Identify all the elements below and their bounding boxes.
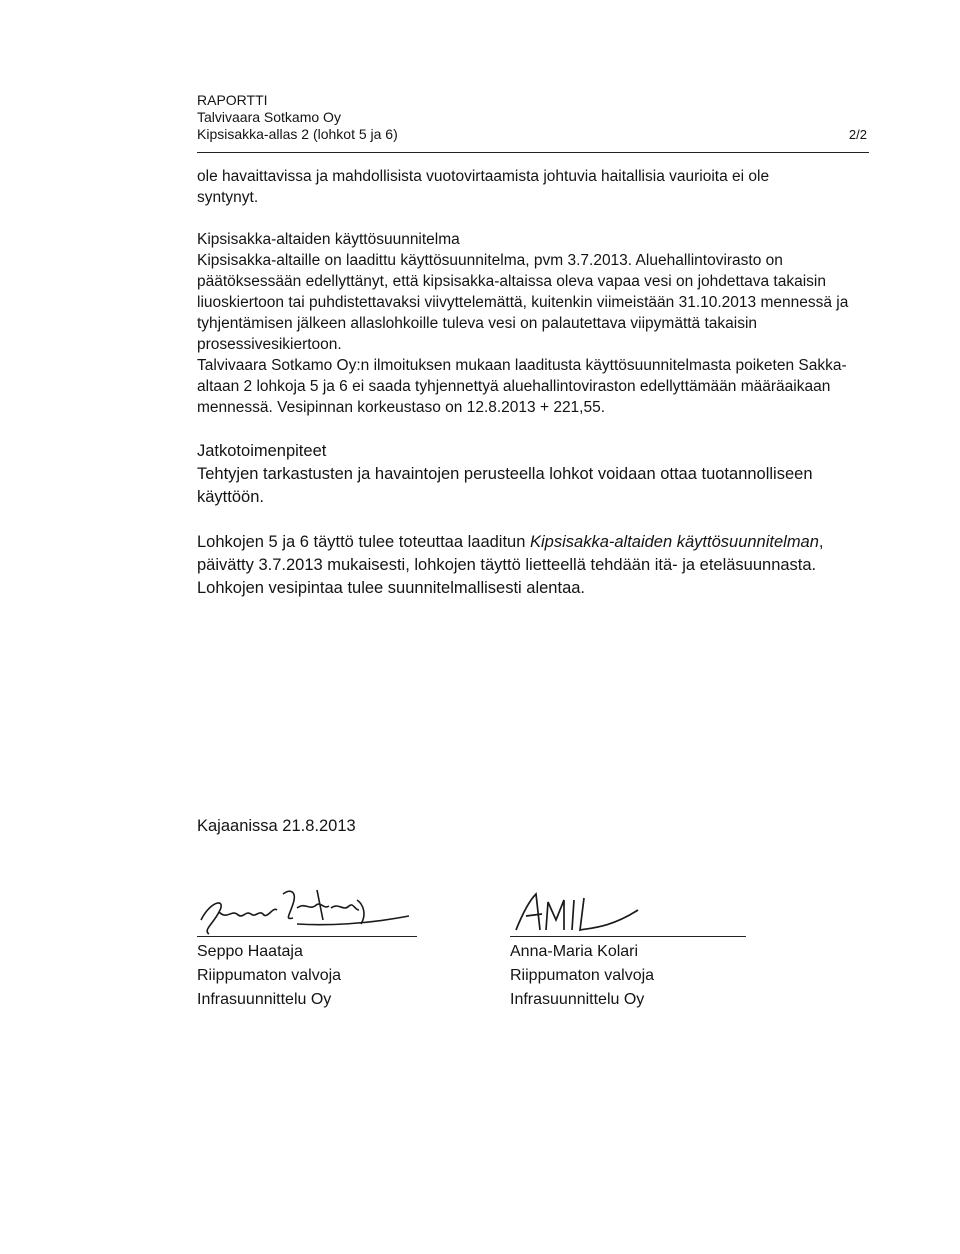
signatory-name-1: Seppo Haataja [197, 943, 303, 960]
header-divider [197, 152, 869, 153]
handwritten-signature-1 [197, 880, 417, 936]
followup-p2-end: , päivätty 3.7.2013 mukaisesti, lohkojen täyttö lietteellä tehdään itä- ja eteläsuunnasta. Lohkojen vesipintaa tulee suunnitelmallisesti alentaa. [197, 533, 824, 597]
report-header [197, 92, 867, 143]
plan-heading: Kipsisakka-altaiden käyttösuunnitelma [197, 231, 460, 248]
followup-paragraph-1: Tehtyjen tarkastusten ja havaintojen perusteella lohkot voidaan ottaa tuotannolliseen käyttöön. [197, 465, 813, 506]
followup-p2-start: Lohkojen 5 ja 6 täyttö tulee toteuttaa laaditun [197, 533, 530, 551]
followup-heading: Jatkotoimenpiteet [197, 442, 327, 460]
plan-title-italic: Kipsisakka-altaiden käyttösuunnitelman [530, 533, 819, 551]
signatory-org-2: Infrasuunnittelu Oy [510, 991, 645, 1008]
signature-block-2 [510, 880, 746, 1012]
signature-block-1 [197, 880, 417, 1012]
signature-line-2 [510, 936, 746, 937]
page-number: 2/2 [848, 127, 867, 142]
report-body [197, 166, 877, 600]
signatory-role-2: Riippumaton valvoja [510, 967, 655, 984]
report-subject: Kipsisakka-allas 2 (lohkot 5 ja 6) [197, 126, 398, 142]
document-type: RAPORTTI [197, 92, 268, 108]
plan-paragraph-1: Kipsisakka-altaille on laadittu käyttösuunnitelma, pvm 3.7.2013. Aluehallintovirasto on päätöksessään edellyttänyt, että kipsisakka-altaissa oleva vapaa vesi on johdettava takaisin liuoskiertoon tai puhdistettavaksi viivyttelemättä, kuitenkin viimeistään 31.10.2013 mennessä ja tyhjentämisen jälkeen allaslohkoille tuleva vesi on palautettava viipymättä takaisin prosessivesikiertoon. [197, 252, 849, 353]
company-name: Talvivaara Sotkamo Oy [197, 109, 341, 125]
place-and-date: Kajaanissa 21.8.2013 [197, 817, 356, 835]
signatory-org-1: Infrasuunnittelu Oy [197, 991, 332, 1008]
plan-paragraph-2: Talvivaara Sotkamo Oy:n ilmoituksen mukaan laaditusta käyttösuunnitelmasta poiketen Sakka-altaan 2 lohkoja 5 ja 6 ei saada tyhjennettyä aluehallintoviraston edellyttämään määräaikaan mennessä. Vesipinnan korkeustaso on 12.8.2013 + 221,55. [197, 357, 847, 416]
followup-paragraph-2 [197, 531, 877, 600]
signatory-name-2: Anna-Maria Kolari [510, 943, 639, 960]
intro-line-2: syntynyt. [197, 189, 259, 206]
signatory-role-1: Riippumaton valvoja [197, 967, 342, 984]
intro-line-1: ole havaittavissa ja mahdollisista vuotovirtaamista johtuvia haitallisia vaurioita ei ole [197, 168, 770, 185]
handwritten-signature-2 [510, 880, 746, 936]
signature-line-1 [197, 936, 417, 937]
